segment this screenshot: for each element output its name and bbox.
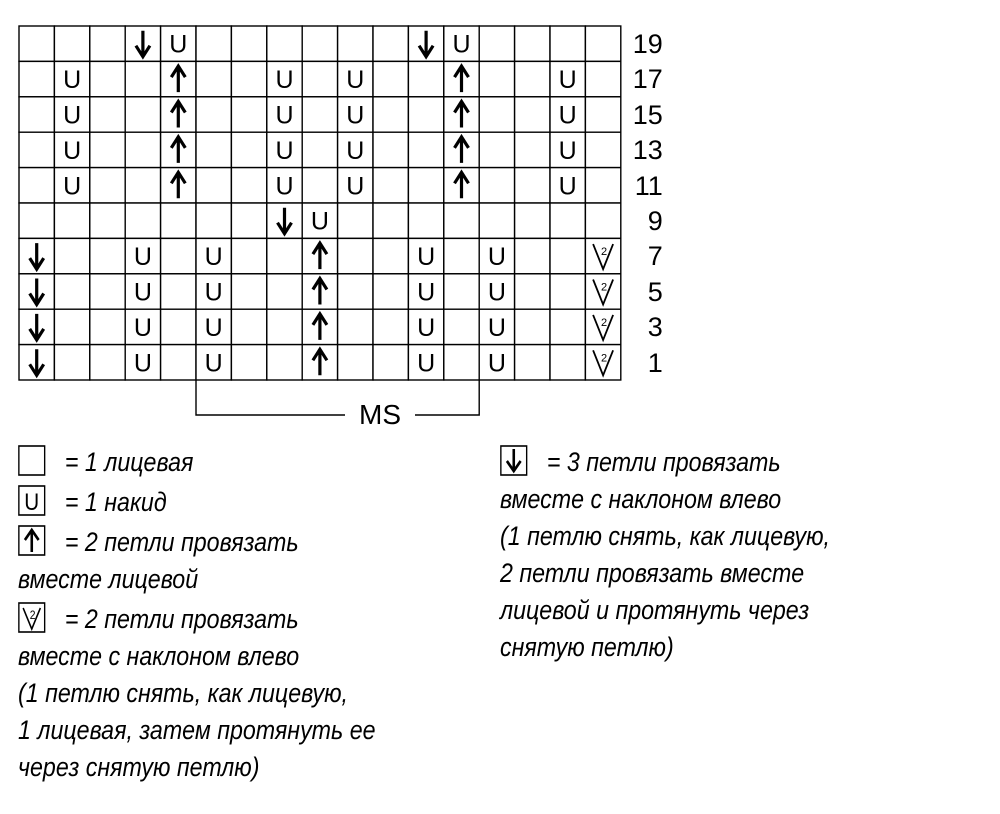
chart-cell	[231, 274, 266, 309]
chart-cell	[267, 168, 302, 203]
chart-cell	[90, 168, 125, 203]
chart-cell	[54, 26, 89, 61]
chart-cell	[585, 132, 620, 167]
chart-cell	[515, 132, 550, 167]
chart-cell	[19, 61, 54, 96]
chart-cell	[54, 274, 89, 309]
chart-cell	[54, 61, 89, 96]
chart-cell	[338, 203, 373, 238]
chart-cell	[550, 203, 585, 238]
chart-cell	[515, 61, 550, 96]
chart-cell	[196, 274, 231, 309]
down-arrow-icon	[500, 445, 528, 476]
chart-cell	[19, 97, 54, 132]
yarn-over-symbol: U	[63, 101, 82, 130]
legend-entry-ssk	[18, 601, 376, 638]
chart-cell	[267, 238, 302, 273]
chart-cell	[515, 274, 550, 309]
chart-cell	[373, 168, 408, 203]
yarn-over-symbol: U	[346, 101, 365, 130]
legend-text-ssk-1: = 2 петли провязать	[64, 604, 299, 634]
yarn-over-symbol: U	[275, 101, 294, 130]
chart-cell	[90, 61, 125, 96]
chart-cell	[408, 274, 443, 309]
legend-text-sk2p-2: вместе с наклоном влево	[500, 484, 782, 514]
yarn-over-symbol: U	[169, 30, 188, 59]
legend-text-k2tog-2: вместе лицевой	[18, 564, 199, 594]
chart-cell	[479, 203, 514, 238]
chart-cell	[444, 203, 479, 238]
chart-cell	[479, 97, 514, 132]
chart-cell	[54, 203, 89, 238]
chart-cell	[196, 26, 231, 61]
chart-cell	[408, 309, 443, 344]
repeat-bracket	[196, 380, 479, 415]
legend-text-knit: = 1 лицевая	[64, 447, 194, 477]
chart-cell	[90, 97, 125, 132]
chart-cell	[196, 238, 231, 273]
chart-cell	[479, 274, 514, 309]
yarn-over-symbol: U	[133, 313, 152, 342]
chart-cell	[373, 26, 408, 61]
chart-cell	[54, 168, 89, 203]
chart-cell	[267, 97, 302, 132]
legend-text-sk2p-3: (1 петлю снять, как лицевую,	[500, 521, 830, 551]
chart-cell	[585, 168, 620, 203]
chart-cell	[267, 61, 302, 96]
chart-cell	[338, 309, 373, 344]
chart-cell	[408, 132, 443, 167]
chart-cell	[302, 97, 337, 132]
chart-cell	[302, 274, 337, 309]
chart-cell	[302, 309, 337, 344]
chart-cell	[161, 309, 196, 344]
legend-text-ssk-5: через снятую петлю)	[18, 752, 260, 782]
chart-cell	[125, 26, 160, 61]
chart-cell	[302, 238, 337, 273]
row-number: 5	[647, 276, 663, 307]
yarn-over-symbol: U	[346, 66, 365, 95]
yarn-over-symbol: U	[133, 243, 152, 272]
legend-text-sk2p-6: снятую петлю)	[500, 632, 674, 662]
chart-cell	[338, 345, 373, 380]
chart-cell	[19, 309, 54, 344]
chart-cell	[302, 203, 337, 238]
chart-cell	[231, 26, 266, 61]
yarn-over-symbol: U	[487, 349, 506, 378]
chart-cell	[196, 203, 231, 238]
chart-cell	[90, 345, 125, 380]
chart-cell	[196, 132, 231, 167]
decrease-count-glyph: 2	[29, 609, 36, 623]
chart-cell	[161, 61, 196, 96]
chart-cell	[125, 309, 160, 344]
chart-cell	[231, 97, 266, 132]
chart-cell	[479, 168, 514, 203]
yarn-over-symbol: U	[204, 313, 223, 342]
legend-text-ssk-4: 1 лицевая, затем протянуть ее	[18, 715, 376, 745]
chart-cell	[373, 274, 408, 309]
yarn-over-symbol: U	[417, 278, 436, 307]
chart-cell	[550, 238, 585, 273]
chart-cell	[479, 238, 514, 273]
chart-cell	[550, 168, 585, 203]
row-number: 15	[632, 99, 663, 130]
chart-cell	[267, 132, 302, 167]
chart-cell	[231, 61, 266, 96]
chart-cell	[196, 97, 231, 132]
chart-cell	[408, 203, 443, 238]
legend-text-k2tog-1: = 2 петли провязать	[64, 527, 299, 557]
chart-cell	[479, 309, 514, 344]
chart-cell	[550, 97, 585, 132]
chart-cell	[373, 132, 408, 167]
legend-entry-sk2p	[500, 444, 830, 481]
chart-cell	[338, 97, 373, 132]
chart-cell	[231, 168, 266, 203]
chart-cell	[585, 309, 620, 344]
decrease-count-glyph: 2	[601, 352, 608, 365]
legend-text-ssk-3: (1 петлю снять, как лицевую,	[18, 678, 348, 708]
chart-cell	[19, 238, 54, 273]
yarn-over-symbol: U	[204, 243, 223, 272]
chart-cell	[550, 345, 585, 380]
chart-cell	[585, 203, 620, 238]
repeat-label-ms: MS	[345, 398, 415, 432]
chart-cell	[550, 61, 585, 96]
yarn-over-symbol: U	[204, 278, 223, 307]
chart-cell	[373, 203, 408, 238]
empty-square-icon	[18, 445, 46, 476]
chart-cell	[161, 274, 196, 309]
chart-cell	[338, 132, 373, 167]
yarn-over-symbol: U	[346, 136, 365, 165]
chart-cell	[515, 238, 550, 273]
chart-cell	[479, 345, 514, 380]
chart-cell	[125, 132, 160, 167]
chart-cell	[161, 168, 196, 203]
chart-cell	[373, 345, 408, 380]
chart-cell	[585, 61, 620, 96]
chart-cell	[479, 26, 514, 61]
yarn-over-symbol: U	[133, 278, 152, 307]
chart-cell	[515, 203, 550, 238]
chart-cell	[515, 26, 550, 61]
chart-cell	[54, 345, 89, 380]
yarn-over-icon	[18, 485, 46, 516]
legend-entry-knit	[18, 444, 376, 481]
chart-cell	[125, 203, 160, 238]
legend-text-sk2p-5: лицевой и протянуть через	[500, 595, 810, 625]
row-number: 9	[647, 206, 663, 236]
chart-cell	[125, 61, 160, 96]
chart-cell	[444, 97, 479, 132]
decrease-count-glyph: 2	[601, 246, 608, 259]
chart-cell	[515, 168, 550, 203]
yarn-over-symbol: U	[63, 66, 82, 95]
legend-text-sk2p-1: = 3 петли провязать	[546, 447, 781, 477]
chart-cell	[90, 26, 125, 61]
chart-cell	[125, 345, 160, 380]
chart-cell	[161, 97, 196, 132]
up-arrow-icon	[18, 525, 46, 556]
chart-cell	[54, 97, 89, 132]
row-number: 17	[632, 64, 663, 95]
chart-cell	[479, 61, 514, 96]
chart-cell	[302, 345, 337, 380]
chart-cell	[338, 238, 373, 273]
chart-cell	[444, 274, 479, 309]
chart-cell	[302, 26, 337, 61]
chart-cell	[338, 61, 373, 96]
chart-cell	[408, 61, 443, 96]
chart-cell	[19, 274, 54, 309]
chart-cell	[408, 26, 443, 61]
chart-cell	[161, 132, 196, 167]
chart-cell	[54, 309, 89, 344]
chart-cell	[161, 345, 196, 380]
chart-cell	[161, 26, 196, 61]
chart-cell	[302, 61, 337, 96]
chart-cell	[585, 238, 620, 273]
left-slant-decrease-icon	[18, 602, 46, 633]
chart-cell	[444, 238, 479, 273]
chart-cell	[267, 345, 302, 380]
chart-cell	[196, 61, 231, 96]
yarn-over-symbol: U	[487, 278, 506, 307]
legend-text-sk2p-4: 2 петли провязать вместе	[500, 558, 805, 588]
chart-cell	[585, 345, 620, 380]
chart-cell	[231, 238, 266, 273]
yarn-over-glyph: U	[24, 488, 40, 516]
chart-cell	[196, 309, 231, 344]
chart-cell	[267, 203, 302, 238]
chart-cell	[585, 274, 620, 309]
chart-cell	[585, 97, 620, 132]
yarn-over-symbol: U	[558, 66, 577, 95]
chart-cell	[90, 309, 125, 344]
row-number: 7	[647, 241, 663, 272]
chart-cell	[19, 168, 54, 203]
yarn-over-symbol: U	[63, 172, 82, 201]
chart-cell	[585, 26, 620, 61]
yarn-over-symbol: U	[417, 349, 436, 378]
chart-cell	[231, 345, 266, 380]
chart-cell	[267, 26, 302, 61]
chart-cell	[550, 132, 585, 167]
chart-cell	[550, 26, 585, 61]
chart-cell	[302, 168, 337, 203]
chart-cell	[550, 309, 585, 344]
yarn-over-symbol: U	[487, 313, 506, 342]
decrease-count-glyph: 2	[601, 281, 608, 294]
chart-cell	[90, 238, 125, 273]
yarn-over-symbol: U	[63, 136, 82, 165]
chart-cell	[54, 238, 89, 273]
legend-text-yarn-over: = 1 накид	[64, 487, 167, 517]
legend-entry-yarn-over	[18, 484, 376, 521]
chart-cell	[90, 274, 125, 309]
chart-cell	[373, 238, 408, 273]
chart-cell	[19, 203, 54, 238]
chart-cell	[338, 274, 373, 309]
legend-entry-k2tog	[18, 524, 376, 561]
yarn-over-symbol: U	[133, 349, 152, 378]
chart-cell	[267, 274, 302, 309]
row-number: 19	[632, 29, 663, 59]
chart-cell	[161, 203, 196, 238]
legend-text-ssk-2: вместе с наклоном влево	[18, 641, 300, 671]
row-number: 1	[647, 347, 663, 378]
chart-cell	[373, 309, 408, 344]
chart-cell	[444, 61, 479, 96]
chart-cell	[125, 168, 160, 203]
chart-cell	[444, 168, 479, 203]
chart-cell	[161, 238, 196, 273]
yarn-over-symbol: U	[275, 66, 294, 95]
row-number: 3	[647, 312, 663, 343]
chart-cell	[444, 309, 479, 344]
chart-cell	[196, 345, 231, 380]
yarn-over-symbol: U	[417, 313, 436, 342]
yarn-over-symbol: U	[275, 172, 294, 201]
chart-cell	[408, 97, 443, 132]
yarn-over-symbol: U	[310, 207, 329, 236]
chart-cell	[19, 26, 54, 61]
chart-cell	[408, 238, 443, 273]
chart-cell	[444, 26, 479, 61]
legend-left-column	[18, 444, 376, 786]
chart-cell	[444, 345, 479, 380]
yarn-over-symbol: U	[487, 243, 506, 272]
chart-cell	[125, 274, 160, 309]
chart-cell	[338, 168, 373, 203]
chart-cell	[338, 26, 373, 61]
chart-cell	[90, 203, 125, 238]
chart-cell	[125, 238, 160, 273]
chart-cell	[267, 309, 302, 344]
chart-cell	[19, 345, 54, 380]
yarn-over-symbol: U	[558, 172, 577, 201]
chart-cell	[408, 168, 443, 203]
chart-cell	[444, 132, 479, 167]
chart-cell	[515, 309, 550, 344]
yarn-over-symbol: U	[452, 30, 471, 59]
chart-cell	[373, 97, 408, 132]
chart-cell	[125, 97, 160, 132]
chart-cell	[515, 97, 550, 132]
chart-cell	[479, 132, 514, 167]
chart-cell	[231, 132, 266, 167]
yarn-over-symbol: U	[558, 136, 577, 165]
chart-cell	[19, 132, 54, 167]
chart-cell	[90, 132, 125, 167]
chart-cell	[302, 132, 337, 167]
chart-cell	[196, 168, 231, 203]
row-number: 11	[634, 170, 663, 201]
chart-cell	[54, 132, 89, 167]
yarn-over-symbol: U	[558, 101, 577, 130]
decrease-count-glyph: 2	[601, 316, 608, 329]
yarn-over-symbol: U	[346, 172, 365, 201]
yarn-over-symbol: U	[417, 243, 436, 272]
chart-cell	[550, 274, 585, 309]
legend-right-column	[500, 444, 830, 666]
chart-cell	[231, 309, 266, 344]
chart-cell	[373, 61, 408, 96]
yarn-over-symbol: U	[275, 136, 294, 165]
chart-cell	[515, 345, 550, 380]
chart-cell	[231, 203, 266, 238]
chart-cell	[408, 345, 443, 380]
yarn-over-symbol: U	[204, 349, 223, 378]
row-number: 13	[632, 135, 663, 166]
